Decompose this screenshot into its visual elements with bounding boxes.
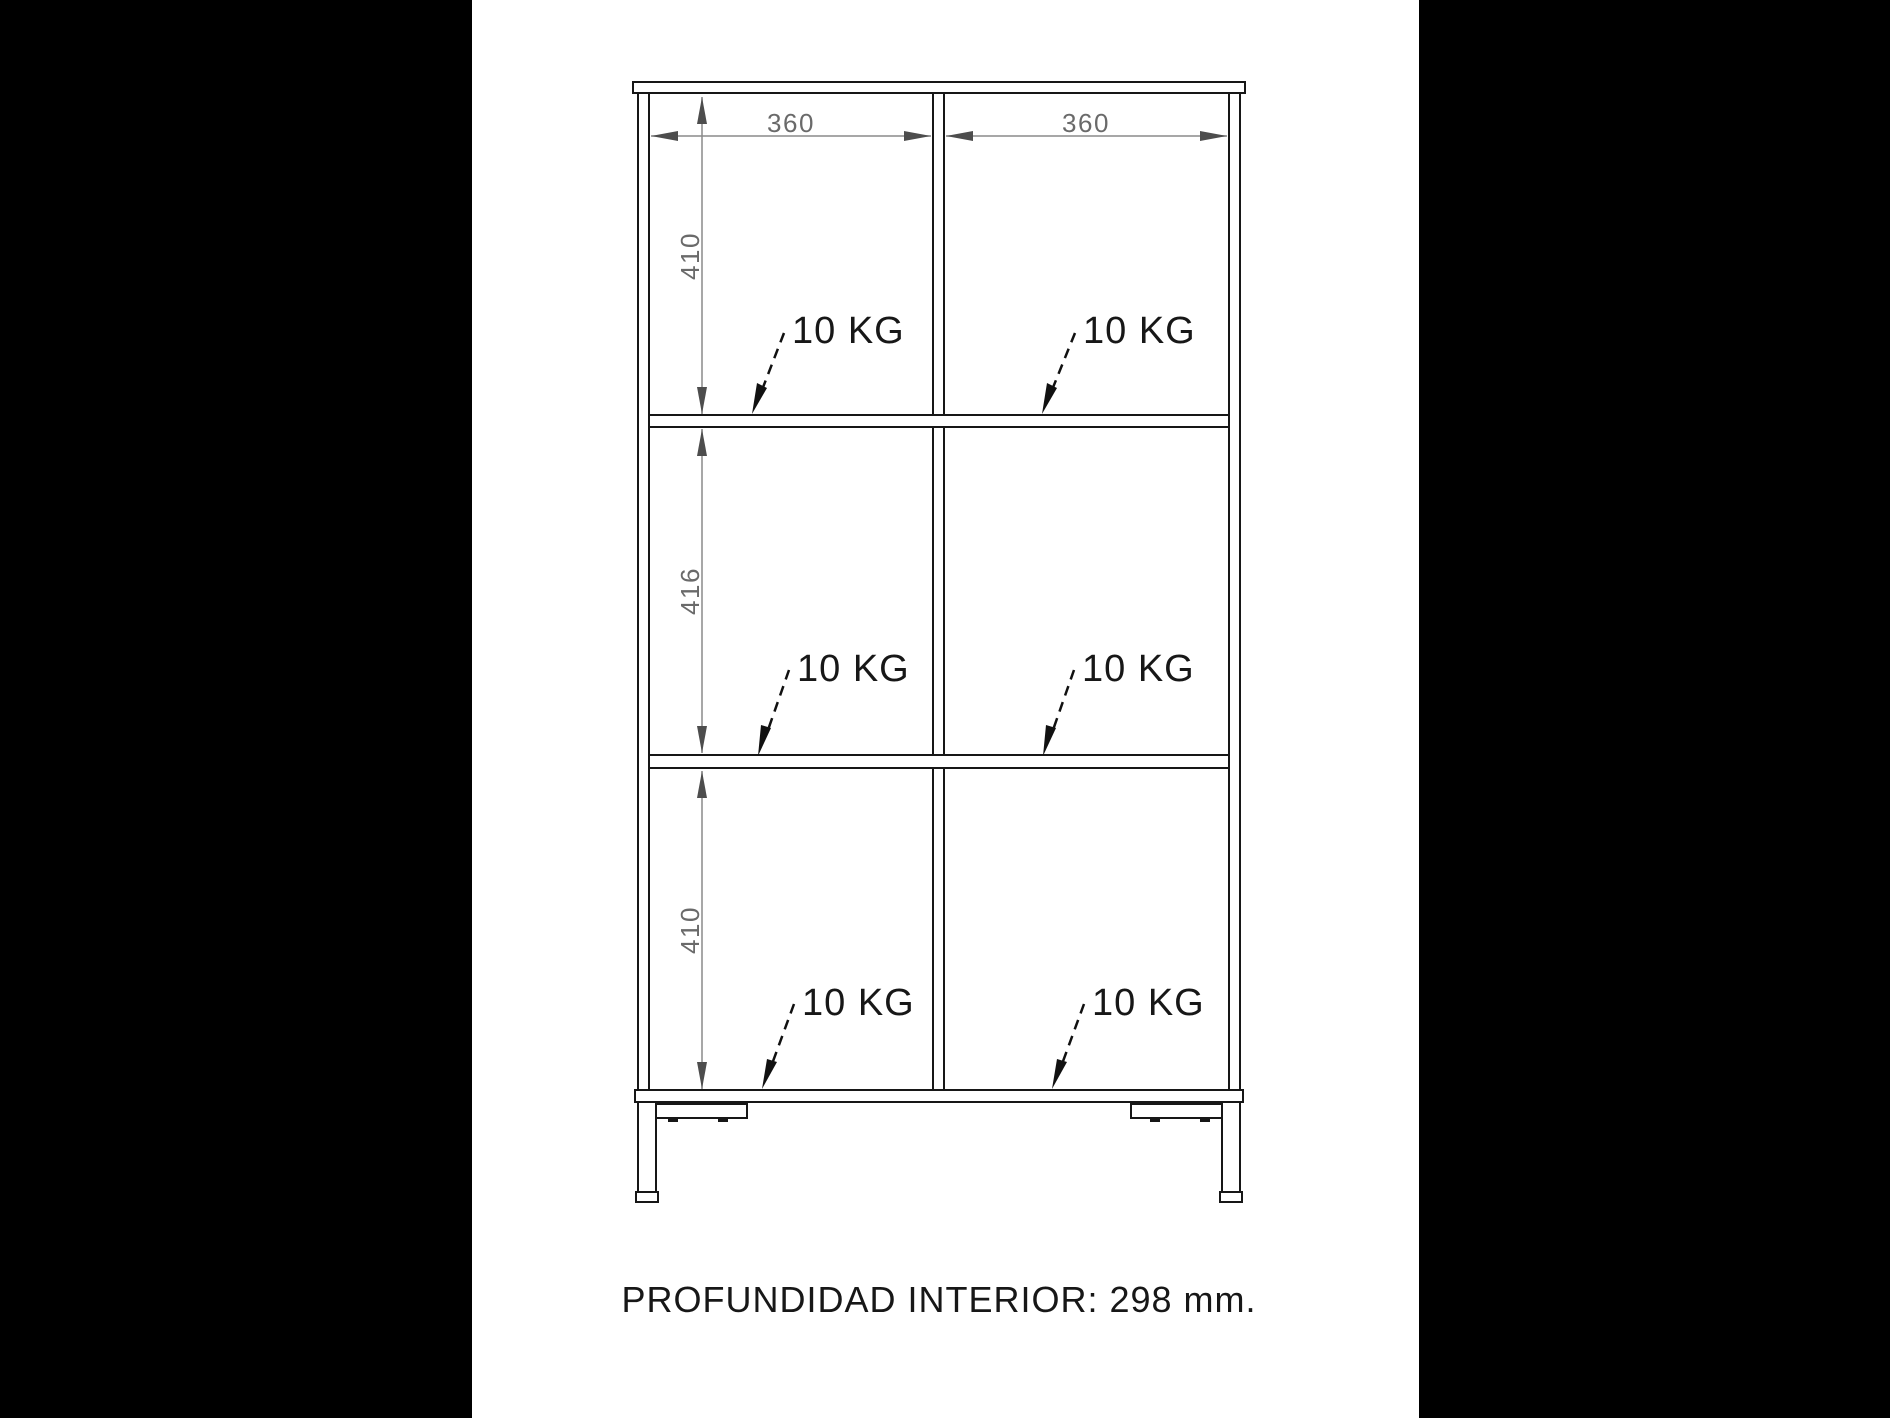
height-dim-bottom-label: 410: [675, 906, 705, 954]
arrow-up-icon: [697, 429, 707, 456]
arrow-down-icon: [697, 1062, 707, 1089]
load-label-row2-right: 10 KG: [1082, 648, 1195, 690]
cabinet-outline: [633, 82, 1245, 1102]
leader-line: [772, 1004, 794, 1064]
leader-arrow-icon: [1043, 725, 1056, 756]
right-leg-plate: [1131, 1104, 1223, 1118]
arrow-left-icon: [946, 131, 973, 141]
leader-line: [1062, 1004, 1084, 1064]
arrow-up-icon: [697, 97, 707, 124]
interior-depth-note: PROFUNDIDAD INTERIOR: 298 mm.: [621, 1279, 1257, 1320]
height-dim-top-label: 410: [675, 232, 705, 280]
cabinet-middle-divider: [933, 93, 944, 1091]
right-plate-tab: [1150, 1118, 1160, 1122]
arrow-left-icon: [651, 131, 678, 141]
load-label-row1-right: 10 KG: [1083, 310, 1196, 352]
left-leg-foot: [636, 1192, 658, 1202]
left-plate-tab: [668, 1118, 678, 1122]
leader-arrow-icon: [752, 383, 767, 414]
load-label-row3-right: 10 KG: [1092, 982, 1205, 1024]
leader-line: [1053, 670, 1074, 730]
load-label-row3-left: 10 KG: [802, 982, 915, 1024]
cabinet-left-panel: [638, 93, 649, 1091]
leader-arrow-icon: [1052, 1059, 1067, 1089]
leader-line: [768, 670, 789, 730]
shelf-1: [649, 415, 1229, 427]
arrow-right-icon: [1200, 131, 1227, 141]
height-dim-middle-label: 416: [675, 567, 705, 615]
left-letterbox: [0, 0, 472, 1418]
arrow-up-icon: [697, 771, 707, 798]
height-dimensions: [675, 97, 707, 1089]
legs: [636, 1102, 1242, 1202]
cabinet-top-panel: [633, 82, 1245, 93]
leader-line: [1052, 333, 1075, 390]
width-dim-left-label: 360: [767, 108, 815, 138]
cabinet-bottom-panel: [635, 1090, 1243, 1102]
left-leg-plate: [655, 1104, 747, 1118]
left-leg: [638, 1102, 656, 1192]
arrow-right-icon: [904, 131, 931, 141]
width-dim-right-label: 360: [1062, 108, 1110, 138]
arrow-down-icon: [697, 387, 707, 414]
right-letterbox: [1419, 0, 1890, 1418]
load-label-row2-left: 10 KG: [797, 648, 910, 690]
right-plate-tab: [1200, 1118, 1210, 1122]
cabinet-right-panel: [1229, 93, 1240, 1091]
left-plate-tab: [718, 1118, 728, 1122]
leader-arrow-icon: [758, 725, 771, 756]
shelf-2: [649, 755, 1229, 768]
leader-arrow-icon: [1042, 383, 1057, 414]
load-label-row1-left: 10 KG: [792, 310, 905, 352]
arrow-down-icon: [697, 726, 707, 753]
right-leg: [1222, 1102, 1240, 1192]
leader-arrow-icon: [762, 1059, 777, 1089]
right-leg-foot: [1220, 1192, 1242, 1202]
leader-line: [762, 333, 784, 390]
